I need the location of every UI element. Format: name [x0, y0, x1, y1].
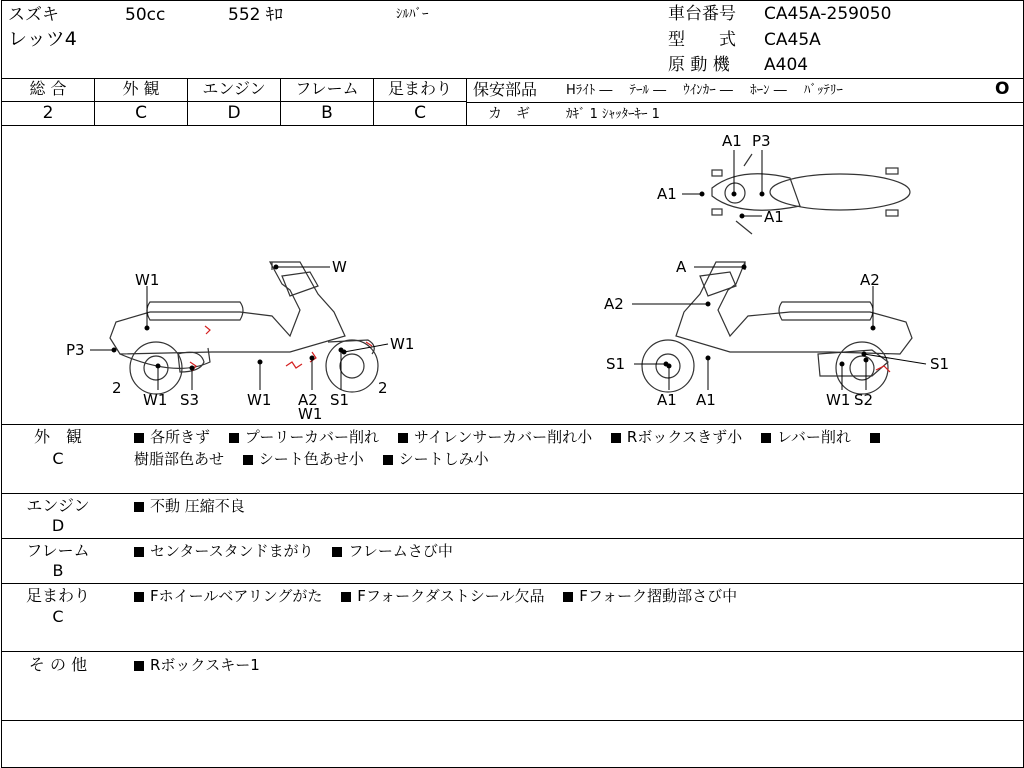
damage-diagram — [0, 126, 1024, 424]
diagram-label: S1 — [930, 355, 950, 373]
remark-item: 樹脂部色あせ — [134, 450, 225, 468]
frame-grade: B — [321, 103, 333, 123]
safety-label: 保安部品 — [473, 80, 538, 99]
diagram-label: S1 — [606, 355, 626, 373]
chassis-label: 車台番号 — [668, 4, 736, 24]
remark-engine-grade: D — [51, 516, 65, 535]
diagram-label: A — [676, 258, 687, 276]
type-value: CA45A — [764, 30, 821, 50]
model: レッツ4 — [8, 28, 77, 50]
remark-other-label: そ の 他 — [28, 655, 88, 674]
remark-item: 不動 圧縮不良 — [150, 497, 245, 515]
diagram-label: P3 — [752, 132, 771, 150]
remark-item: プーリーカバー削れ — [244, 428, 380, 446]
remark-engine-label: エンジン — [26, 496, 90, 515]
remark-item: レバー削れ — [776, 428, 851, 446]
diagram-label: P3 — [66, 341, 85, 359]
diagram-label: A1 — [657, 185, 677, 203]
diagram-label: A1 — [696, 391, 716, 409]
divider — [1, 583, 1023, 584]
remark-frame-list — [134, 540, 1004, 562]
exterior-label: 外 観 — [122, 79, 160, 98]
remark-item: Fフォーク摺動部さび中 — [579, 587, 738, 605]
displacement: 50cc — [125, 5, 166, 25]
remark-item: センタースタンドまがり — [150, 542, 314, 560]
remark-item: Fフォークダストシール欠品 — [357, 587, 545, 605]
suspension-label: 足まわり — [387, 79, 452, 98]
remark-item: シートしみ小 — [398, 450, 489, 468]
diagram-label: W1 — [826, 391, 851, 409]
diagram-label: W1 — [135, 271, 160, 289]
remark-frame-grade: B — [52, 561, 64, 580]
remark-item: 各所きず — [150, 428, 211, 446]
engine-code-value: A404 — [764, 55, 809, 75]
diagram-label: W1 — [247, 391, 272, 409]
type-label: 型 式 — [668, 30, 736, 50]
diagram-label: S2 — [854, 391, 874, 409]
remark-engine-list — [134, 495, 1004, 517]
overall-grade: 2 — [42, 103, 54, 123]
battery-mark: O — [995, 79, 1010, 99]
maker: スズキ — [8, 5, 59, 25]
diagram-label: S3 — [180, 391, 200, 409]
overall-label: 総 合 — [29, 79, 67, 98]
diagram-label: W1 — [298, 405, 323, 423]
suspension-grade: C — [414, 103, 426, 123]
remark-item: フレームさび中 — [348, 542, 453, 560]
remark-frame-label: フレーム — [26, 541, 90, 560]
diagram-label: 2 — [112, 379, 122, 397]
mileage: 552 ｷﾛ — [228, 5, 283, 25]
diagram-label: A2 — [860, 271, 880, 289]
top-view-scooter — [712, 154, 910, 234]
key-label: カ ギ — [488, 106, 530, 122]
remark-exterior-label: 外 観 — [33, 427, 82, 446]
divider — [1, 424, 1023, 425]
remark-item: Fホイールベアリングがた — [150, 587, 323, 605]
chassis-value: CA45A-259050 — [764, 4, 892, 24]
remark-item: Rボックスキー1 — [150, 656, 260, 674]
divider — [467, 102, 1023, 103]
safety-items: Hﾗｲﾄ ― ﾃｰﾙ ― ｳｲﾝｶｰ ― ﾎｰﾝ ― ﾊﾞｯﾃﾘｰ — [566, 83, 843, 98]
divider — [466, 78, 467, 125]
diagram-label: A1 — [764, 208, 784, 226]
remark-item: サイレンサーカバー削れ小 — [413, 428, 593, 446]
diagram-label: W — [332, 258, 347, 276]
frame-label: フレーム — [295, 79, 359, 98]
diagram-label: 2 — [378, 379, 388, 397]
diagram-label: A2 — [604, 295, 624, 313]
diagram-label: S1 — [330, 391, 350, 409]
divider — [1, 493, 1023, 494]
diagram-label: A2 — [298, 391, 318, 409]
diagram-label: A1 — [722, 132, 742, 150]
exterior-grade: C — [135, 103, 147, 123]
color: ｼﾙﾊﾞｰ — [396, 7, 429, 22]
remark-other-list — [134, 654, 1004, 676]
diagram-label: W1 — [390, 335, 415, 353]
divider — [1, 651, 1023, 652]
key-value: ｶｷﾞ 1 ｼｬｯﾀｰｷｰ 1 — [566, 107, 660, 122]
engine-code-label: 原 動 機 — [668, 55, 730, 75]
remark-item: シート色あせ小 — [258, 450, 364, 468]
diagram-label: W1 — [143, 391, 168, 409]
divider — [1, 538, 1023, 539]
engine-label: エンジン — [202, 79, 266, 98]
remark-exterior-grade: C — [52, 449, 64, 468]
remark-suspension-label: 足まわり — [25, 586, 90, 605]
remark-item: Rボックスきず小 — [626, 428, 743, 446]
diagram-label: A1 — [657, 391, 677, 409]
engine-grade: D — [227, 103, 241, 123]
remark-exterior-list — [134, 426, 1004, 470]
divider — [1, 101, 467, 102]
divider — [1, 720, 1023, 721]
remark-suspension-list — [134, 585, 1004, 607]
remark-suspension-grade: C — [52, 607, 64, 626]
